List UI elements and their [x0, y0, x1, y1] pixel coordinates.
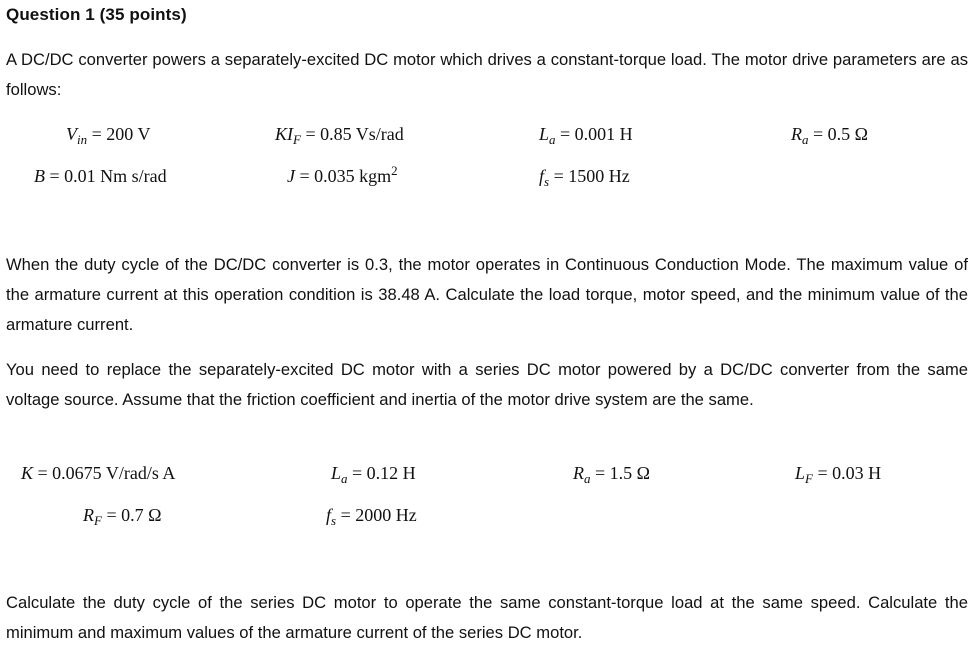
- param-fs: $f_s = 1500$ Hz: [539, 166, 630, 189]
- param-k: K = 0.0675 V/rad/s A: [21, 463, 176, 483]
- param-vin: $V_{in} = 200$ V: [66, 124, 151, 147]
- param-fs-series: $f_s = 2000$ Hz: [326, 505, 417, 528]
- param-ra-series: $R_a = 1.5$ Ω: [573, 463, 651, 486]
- param-lf: $L_F = 0.03$ H: [795, 463, 882, 486]
- duty-cycle-paragraph: Calculate the duty cycle of the series DC motor to operate the same constant-torque load at the same speed. Calculate the minimum and maximum values of the armature current of the series DC motor.: [6, 593, 968, 642]
- intro-paragraph: A DC/DC converter powers a separately-excited DC motor which drives a constant-torque load. The motor drive parameters are as follows:: [6, 50, 968, 99]
- param-b: B = 0.01 Nm s/rad: [34, 166, 167, 186]
- question-heading: Question 1 (35 points): [6, 5, 187, 24]
- param-j: J = 0.035 kgm$^2$: [287, 163, 398, 186]
- param-la: $L_a = 0.001$ H: [539, 124, 633, 147]
- series-motor-paragraph: You need to replace the separately-excited DC motor with a series DC motor powered by a DC/DC converter from the same voltage source. Assume that the friction coefficient and inertia of the motor drive system are the same.: [6, 360, 968, 409]
- ccm-paragraph: When the duty cycle of the DC/DC converter is 0.3, the motor operates in Continuous Conduction Mode. The maximum value of the armature current at this operation condition is 38.48 A. Calculate the load torque, motor speed, and the minimum value of the armature current.: [6, 255, 968, 334]
- param-la-series: $L_a = 0.12$ H: [331, 463, 416, 486]
- param-ra: $R_a = 0.5$ Ω: [791, 124, 869, 147]
- param-rf: $R_F = 0.7$ Ω: [83, 505, 162, 528]
- param-kif: $KI_F = 0.85$ Vs/rad: [275, 124, 404, 147]
